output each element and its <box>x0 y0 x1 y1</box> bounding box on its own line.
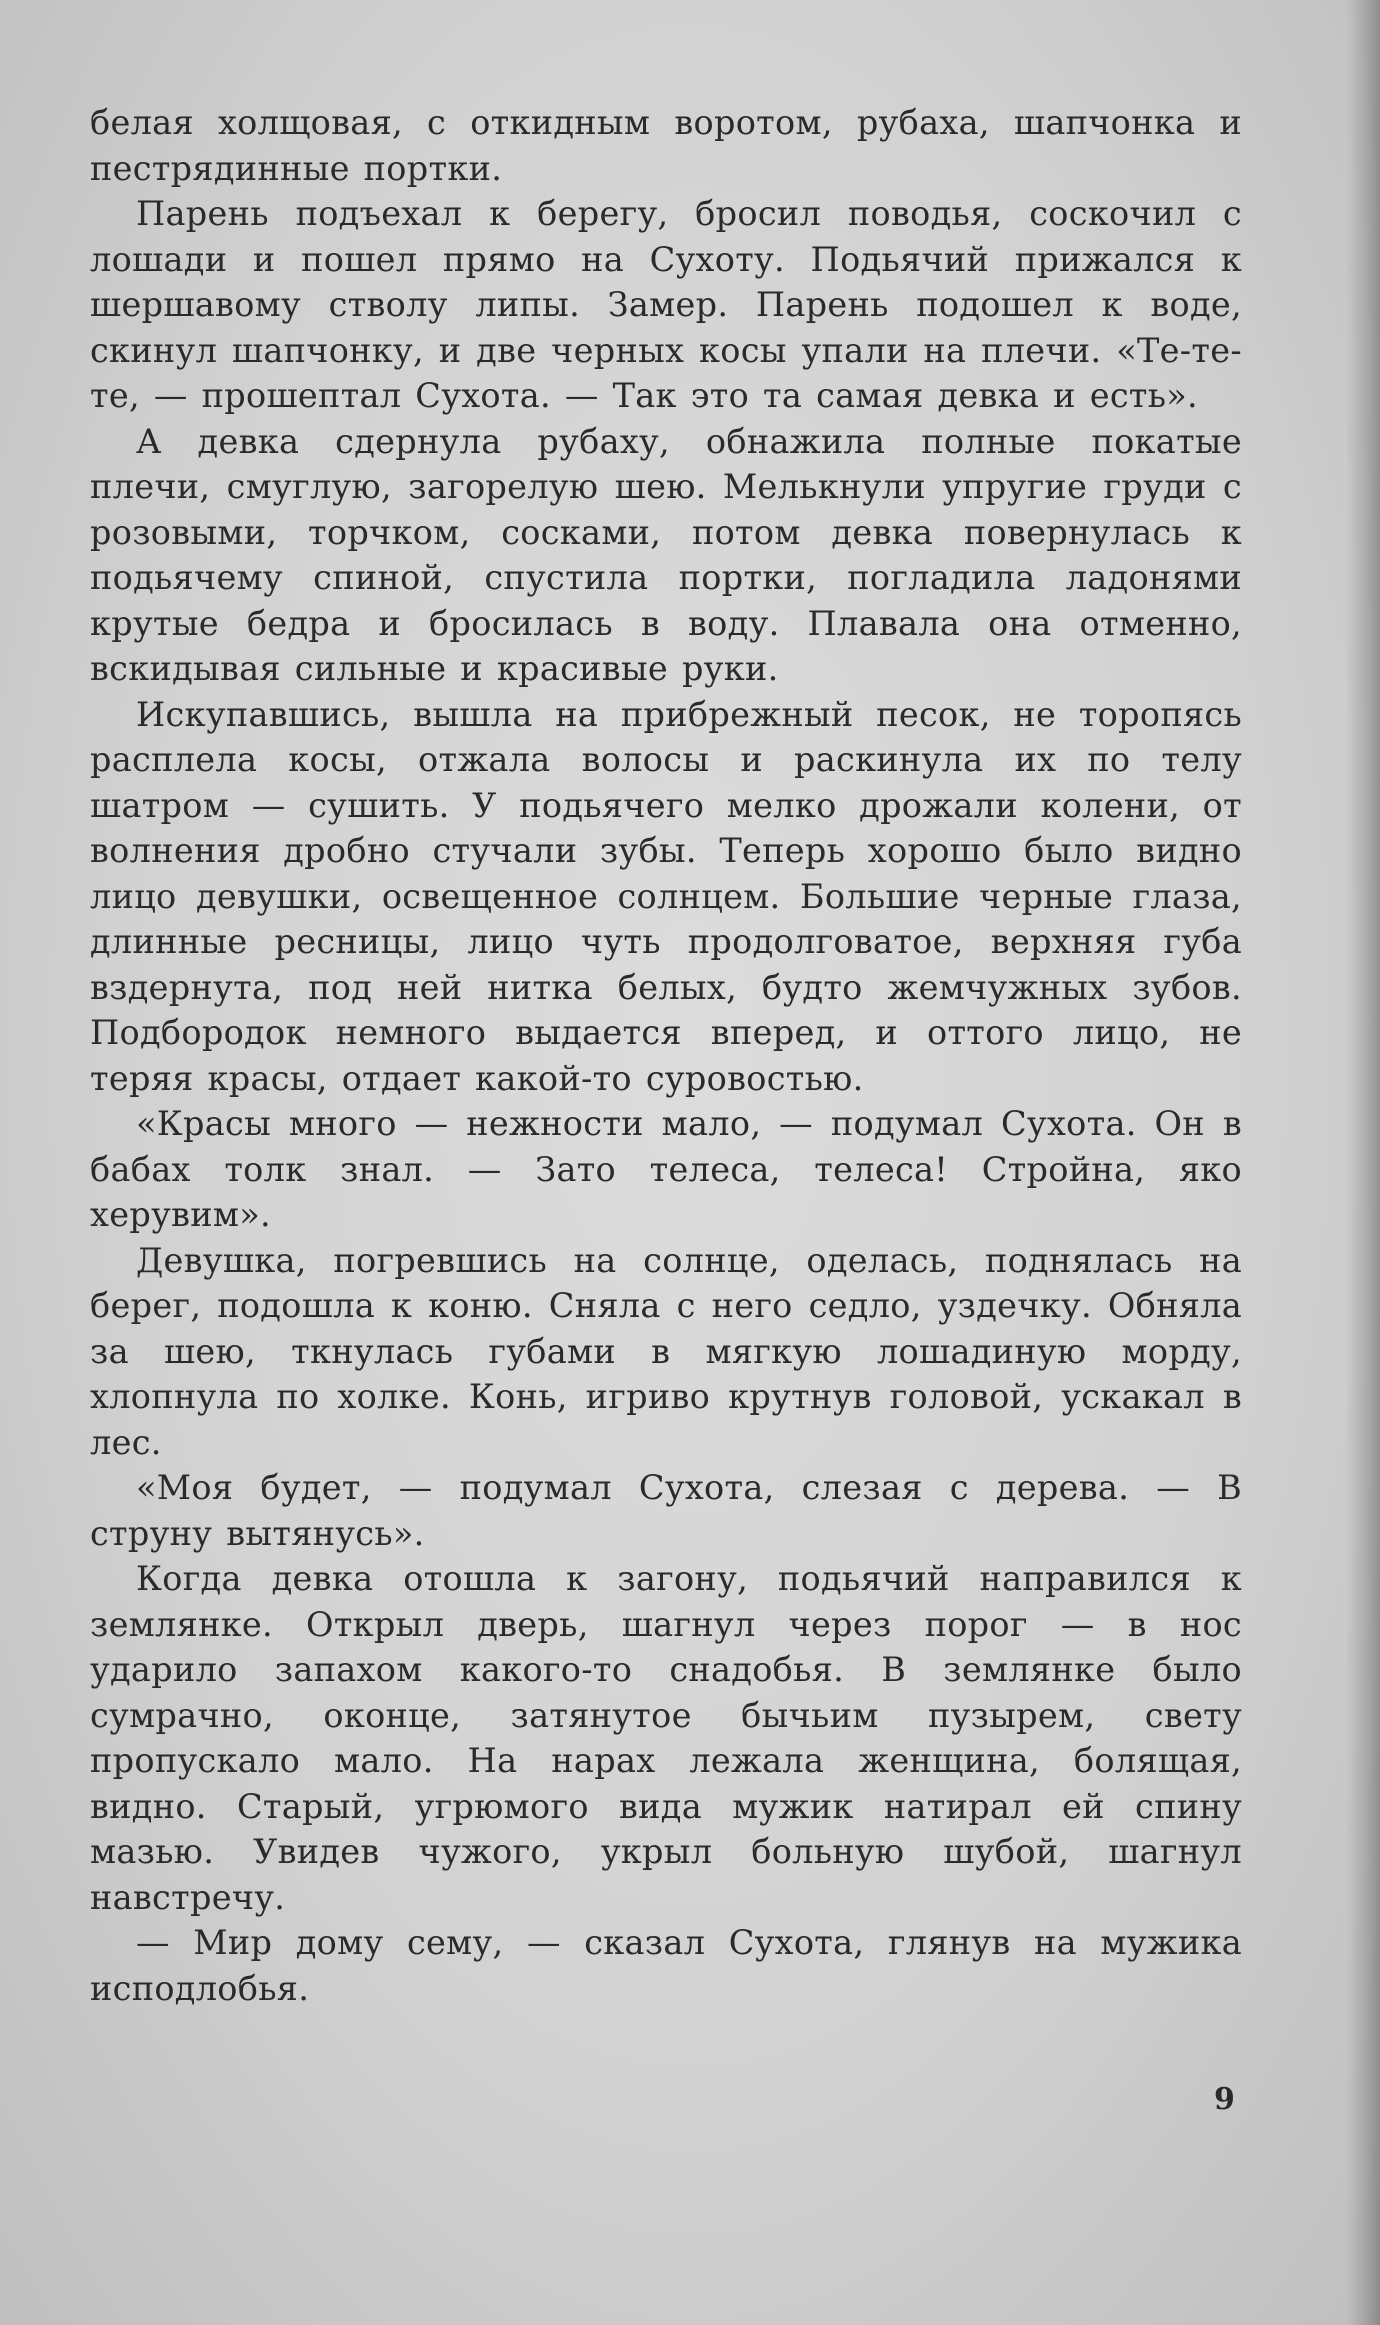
paragraph-5: «Красы много — нежности мало, — подумал Сухота. Он в бабах толк знал. — Зато телеса, телеса! Стройна, яко херувим». <box>90 1104 1242 1234</box>
paragraph-3: А девка сдернула рубаху, обнажила полные покатые плечи, смуглую, загорелую шею. Мелькнули упругие груди с розовыми, торчком, сосками, потом девка повернулась к подьячему спиной, спустила портки, погладила ладонями крутые бедра и бросилась в воду. Плавала она отменно, вскидывая сильные и красивые руки. <box>90 421 1242 688</box>
paragraph-9: — Мир дому сему, — сказал Сухота, глянув на мужика исподлобья. <box>90 1923 1242 2008</box>
body-text <box>90 100 1242 2011</box>
paragraph-4: Искупавшись, вышла на прибрежный песок, не торопясь расплела косы, отжала волосы и раскинула их по телу шатром — сушить. У подьячего мелко дрожали колени, от волнения дробно стучали зубы. Теперь хорошо было видно лицо девушки, освещенное солнцем. Большие черные глаза, длинные ресницы, лицо чуть продолговатое, верхняя губа вздернута, под ней нитка белых, будто жемчужных зубов. Подбородок немного выдается вперед, и оттого лицо, не теряя красы, отдает какой-то суровостью. <box>90 694 1242 1098</box>
paragraph-1: белая холщовая, с откидным воротом, рубаха, шапчонка и пестрядинные портки. <box>90 103 1242 188</box>
paragraph-8: Когда девка отошла к загону, подьячий направился к землянке. Открыл дверь, шагнул через порог — в нос ударило запахом какого-то снадобья. В землянке было сумрачно, оконце, затянутое бычьим пузырем, свету пропускало мало. На нарах лежала женщина, болящая, видно. Старый, угрюмого вида мужик натирал ей спину мазью. Увидев чужого, укрыл больную шубой, шагнул навстречу. <box>90 1559 1242 1917</box>
paragraph-2: Парень подъехал к берегу, бросил поводья, соскочил с лошади и пошел прямо на Сухоту. Подьячий прижался к шершавому стволу липы. Замер. Парень подошел к воде, скинул шапчонку, и две черных косы упали на плечи. «Те-те-те, — прошептал Сухота. — Так это та самая девка и есть». <box>90 194 1242 415</box>
paragraph-7: «Моя будет, — подумал Сухота, слезая с дерева. — В струну вытянусь». <box>90 1468 1242 1553</box>
paragraph-6: Девушка, погревшись на солнце, оделась, поднялась на берег, подошла к коню. Сняла с него седло, уздечку. Обняла за шею, ткнулась губами в мягкую лошадиную морду, хлопнула по холке. Конь, игриво крутнув головой, ускакал в лес. <box>90 1240 1242 1462</box>
page-edge-shadow <box>1346 0 1380 2325</box>
page-number: 9 <box>1214 2082 1235 2117</box>
